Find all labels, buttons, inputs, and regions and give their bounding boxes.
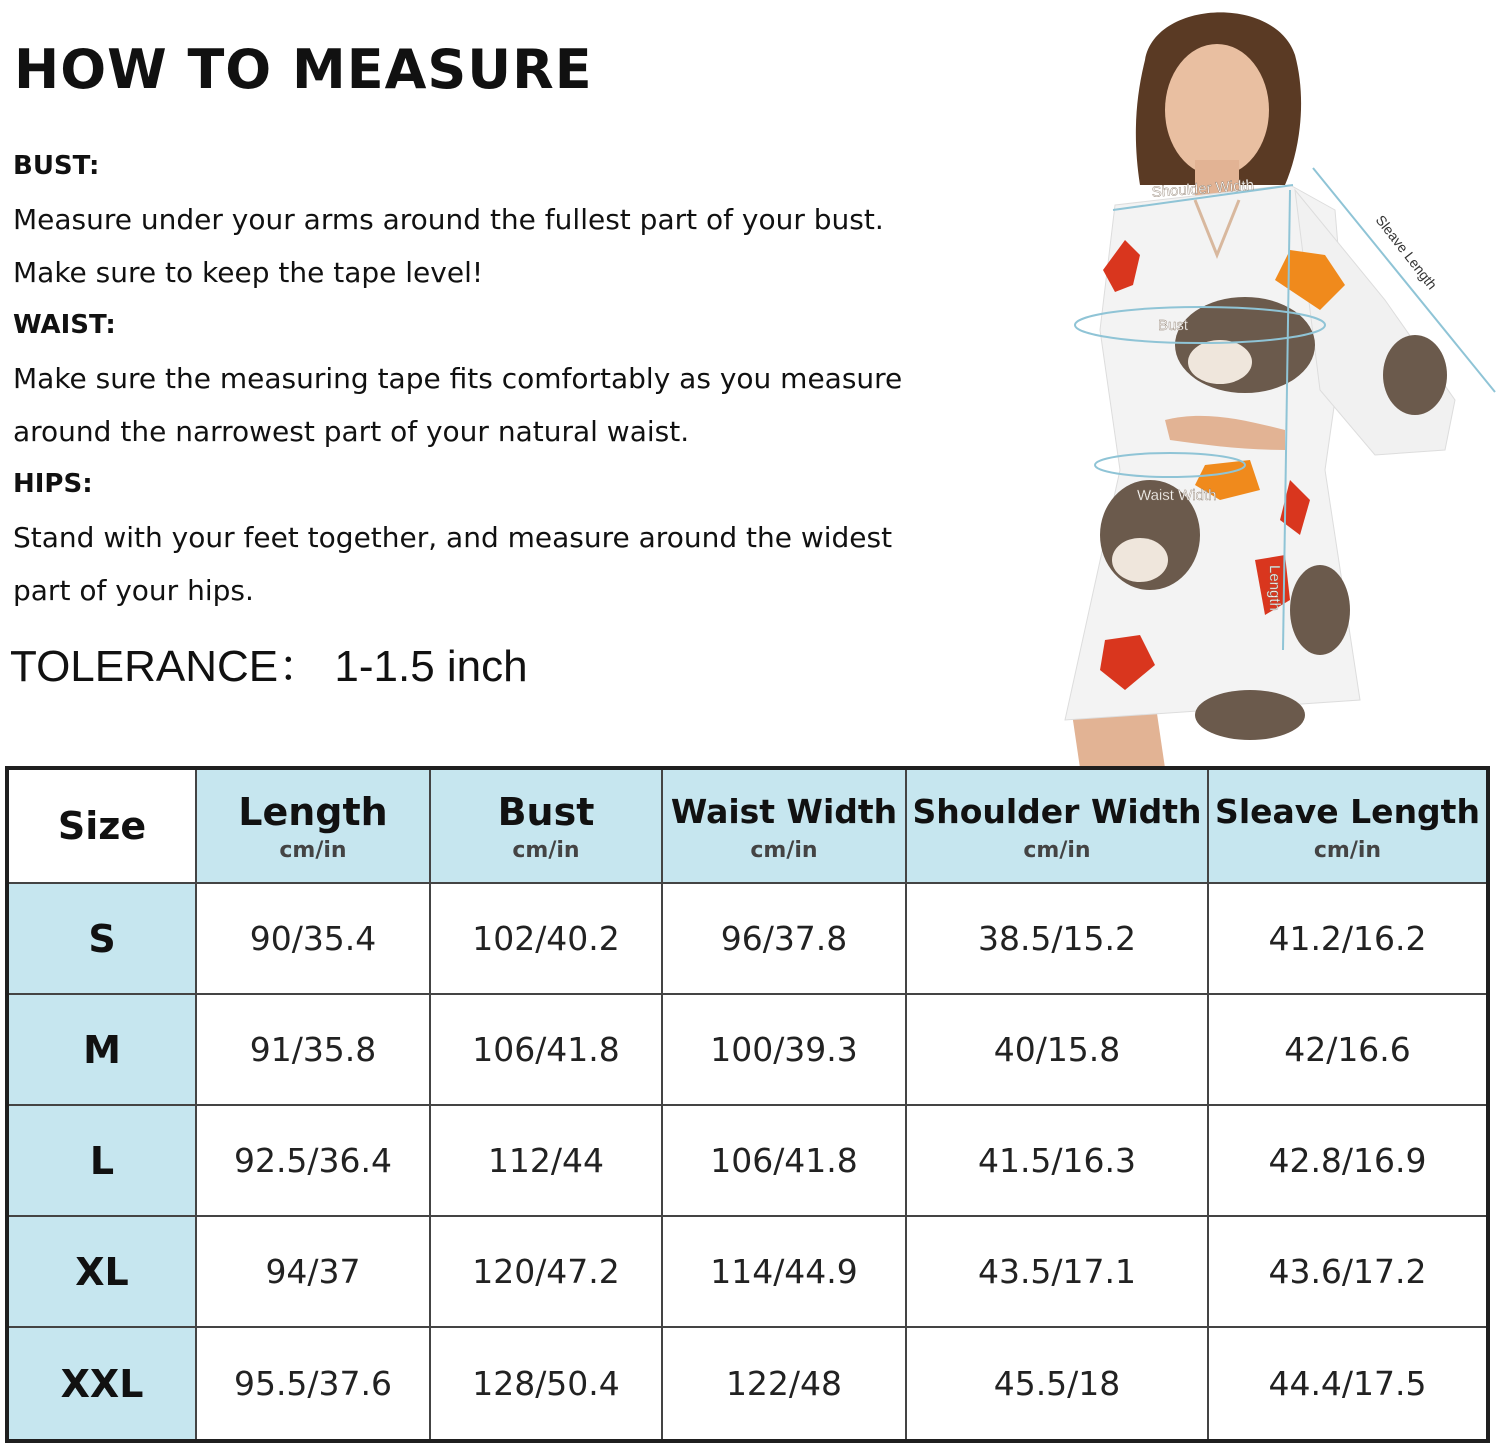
shoulder-width-column-header: Shoulder Width cm/in	[906, 768, 1208, 883]
sleeve-length-cell: 44.4/17.5	[1208, 1327, 1488, 1441]
size-cell: L	[7, 1105, 196, 1216]
hedgehog-print	[1290, 565, 1350, 655]
waist-width-cell: 106/41.8	[662, 1105, 906, 1216]
sleeve-length-cell: 42/16.6	[1208, 994, 1488, 1105]
bust-column-header: Bust cm/in	[430, 768, 662, 883]
table-row	[7, 994, 1488, 1105]
model-figure	[1045, 0, 1500, 768]
tolerance-note: TOLERANCE： 1-1.5 inch	[10, 642, 528, 691]
size-column-header: Size	[7, 768, 196, 883]
waist-width-cell: 114/44.9	[662, 1216, 906, 1327]
length-cell: 92.5/36.4	[196, 1105, 430, 1216]
size-cell: XXL	[7, 1327, 196, 1441]
sleeve-length-cell: 42.8/16.9	[1208, 1105, 1488, 1216]
hedgehog-print	[1383, 335, 1447, 415]
shoulder-width-cell: 45.5/18	[906, 1327, 1208, 1441]
length-cell: 94/37	[196, 1216, 430, 1327]
waist-width-cell: 100/39.3	[662, 994, 906, 1105]
size-cell: S	[7, 883, 196, 994]
hips-heading: HIPS:	[13, 469, 93, 499]
waist-width-cell: 122/48	[662, 1327, 906, 1441]
page-title: HOW TO MEASURE	[14, 38, 593, 101]
size-cell: M	[7, 994, 196, 1105]
shoulder-width-label: Shoulder Width	[1151, 176, 1255, 201]
shoulder-width-cell: 38.5/15.2	[906, 883, 1208, 994]
table-row	[7, 1105, 1488, 1216]
measure-guide	[13, 140, 943, 617]
bust-cell: 102/40.2	[430, 883, 662, 994]
bust-cell: 112/44	[430, 1105, 662, 1216]
length-cell: 91/35.8	[196, 994, 430, 1105]
bust-instructions: Measure under your arms around the fullest part of your bust. Make sure to keep the tape level!	[13, 203, 884, 289]
table-row	[7, 883, 1488, 994]
shoulder-width-cell: 43.5/17.1	[906, 1216, 1208, 1327]
length-label: Length	[1266, 565, 1283, 611]
waist-width-column-header: Waist Width cm/in	[662, 768, 906, 883]
length-cell: 95.5/37.6	[196, 1327, 430, 1441]
waist-heading: WAIST:	[13, 310, 116, 340]
size-cell: XL	[7, 1216, 196, 1327]
shoulder-width-cell: 41.5/16.3	[906, 1105, 1208, 1216]
bust-heading: BUST:	[13, 151, 100, 181]
length-column-header: Length cm/in	[196, 768, 430, 883]
waist-instructions: Make sure the measuring tape fits comfortably as you measure around the narrowest part of your natural waist.	[13, 362, 903, 448]
table-header-row	[7, 768, 1488, 883]
table-row	[7, 1327, 1488, 1441]
hedgehog-print	[1195, 690, 1305, 740]
bust-cell: 106/41.8	[430, 994, 662, 1105]
shoulder-width-cell: 40/15.8	[906, 994, 1208, 1105]
bust-label: Bust	[1158, 317, 1189, 334]
sleeve-length-label: Sleave Length	[1372, 211, 1441, 293]
bust-cell: 128/50.4	[430, 1327, 662, 1441]
waist-width-label: Waist Width	[1137, 487, 1217, 504]
bust-cell: 120/47.2	[430, 1216, 662, 1327]
sleeve-length-cell: 41.2/16.2	[1208, 883, 1488, 994]
face	[1165, 44, 1269, 176]
hips-instructions: Stand with your feet together, and measure around the widest part of your hips.	[13, 521, 893, 607]
waist-width-cell: 96/37.8	[662, 883, 906, 994]
table-row	[7, 1216, 1488, 1327]
sleeve-length-column-header: Sleave Length cm/in	[1208, 768, 1488, 883]
sleeve-length-cell: 43.6/17.2	[1208, 1216, 1488, 1327]
size-chart-table	[5, 766, 1490, 1443]
hedgehog-print	[1175, 297, 1315, 393]
length-cell: 90/35.4	[196, 883, 430, 994]
